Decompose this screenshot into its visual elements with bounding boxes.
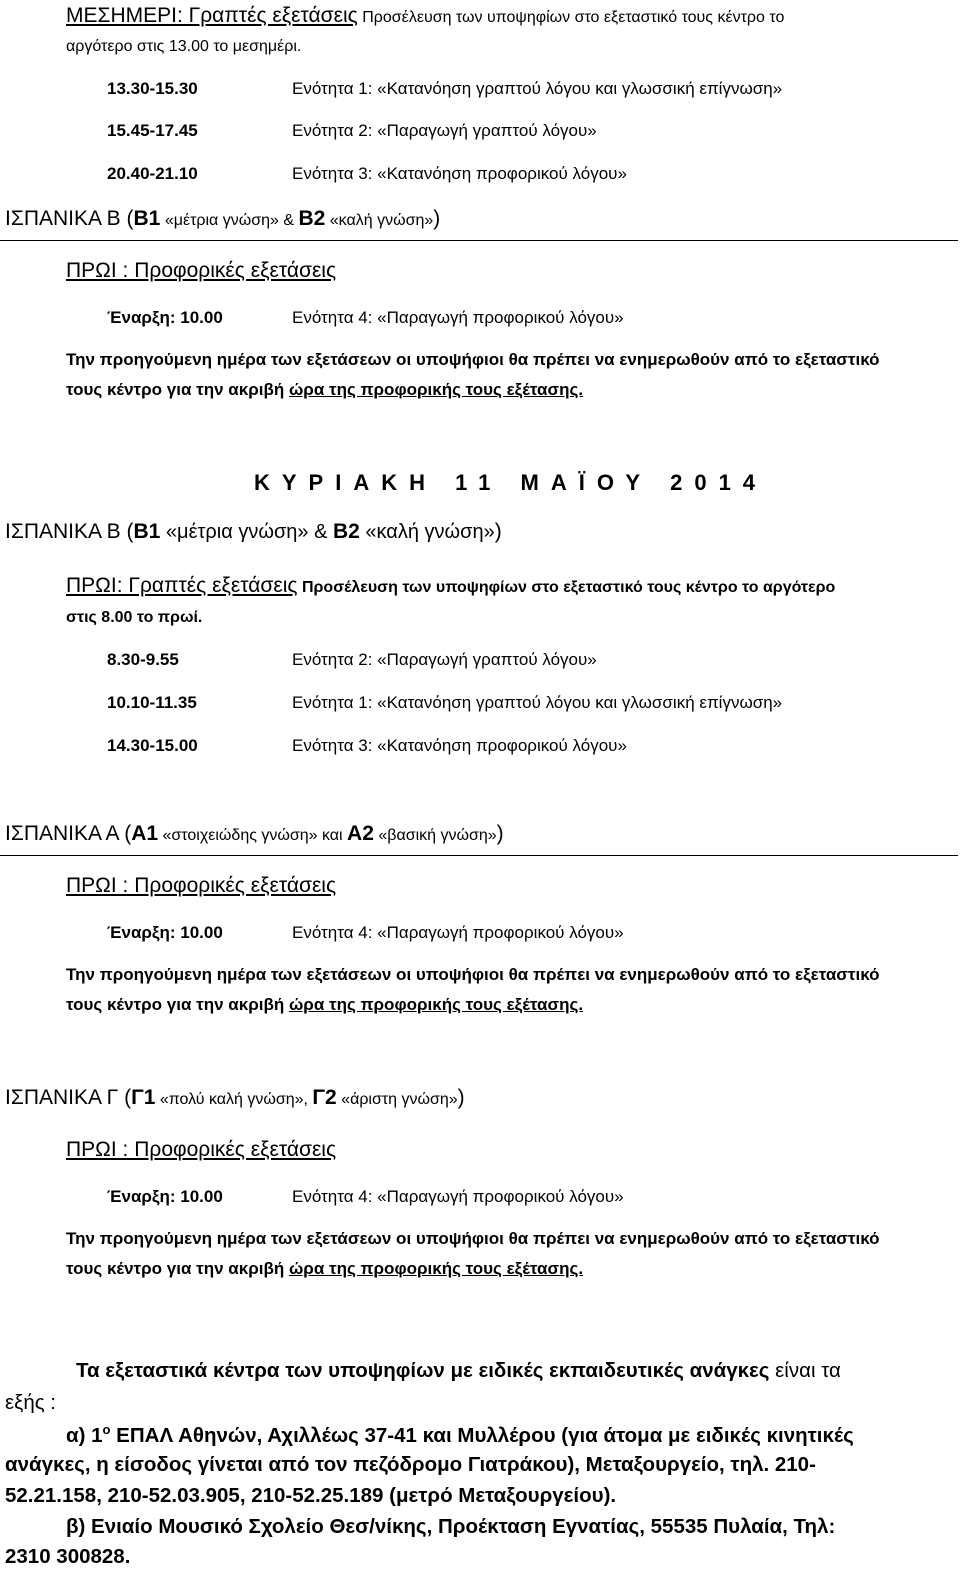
schedule-time: 13.30-15.30 xyxy=(107,79,198,98)
oral-notice-line-2: τους κέντρο για την ακριβή ώρα της προφορικής τους εξέτασης. xyxy=(66,1259,584,1278)
schedule-unit: Ενότητα 3: «Κατανόηση προφορικού λόγου» xyxy=(292,164,627,183)
arrival-text: Προσέλευση των υποψηφίων στο εξεταστικό τους κέντρο το αργότερο xyxy=(301,579,836,596)
section-divider xyxy=(0,855,958,856)
schedule-time: 15.45-17.45 xyxy=(107,121,198,140)
language-level-heading: ΙΣΠΑΝΙΚΑ Α (Α1 «στοιχειώδης γνώση» και Α2 «βασική γνώση») xyxy=(5,822,504,845)
oral-notice-line-2: τους κέντρο για την ακριβή ώρα της προφορικής τους εξέτασης. xyxy=(66,380,584,399)
written-exam-heading: ΠΡΩΙ: Γραπτές εξετάσεις xyxy=(66,574,298,597)
language-level-heading: ΙΣΠΑΝΙΚΑ Γ (Γ1 «πολύ καλή γνώση», Γ2 «άριστη γνώση») xyxy=(5,1086,465,1109)
special-needs-intro-2: εξής : xyxy=(5,1391,56,1414)
schedule-unit: Ενότητα 2: «Παραγωγή γραπτού λόγου» xyxy=(292,650,597,669)
schedule-unit: Ενότητα 1: «Κατανόηση γραπτού λόγου και γλωσσική επίγνωση» xyxy=(292,693,783,712)
centre-b-line-1: β) Ενιαίο Μουσικό Σχολείο Θεσ/νίκης, Προέκταση Εγνατίας, 55535 Πυλαία, Τηλ: xyxy=(66,1515,836,1538)
midday-arrival-text: Προσέλευση των υποψηφίων στο εξεταστικό τους κέντρο το xyxy=(362,9,785,26)
midday-written-heading: ΜΕΣΗΜΕΡΙ: Γραπτές εξετάσεις xyxy=(66,4,358,27)
oral-notice-line-1: Την προηγούμενη ημέρα των εξετάσεων οι υποψήφιοι θα πρέπει να ενημερωθούν από το εξεταστικό xyxy=(66,350,880,369)
schedule-time: 10.10-11.35 xyxy=(107,693,197,712)
schedule-unit: Ενότητα 4: «Παραγωγή προφορικού λόγου» xyxy=(292,1187,624,1206)
schedule-unit: Ενότητα 4: «Παραγωγή προφορικού λόγου» xyxy=(292,308,624,327)
midday-written-line xyxy=(66,4,784,28)
centre-b-line-2: 2310 300828. xyxy=(5,1545,131,1568)
centre-a-line-2: ανάγκες, η είσοδος γίνεται από τον πεζόδρομο Γιατράκου), Μεταξουργείο, τηλ. 210- xyxy=(5,1453,816,1476)
centre-a-line-3: 52.21.158, 210-52.03.905, 210-52.25.189 (μετρό Μεταξουργείου). xyxy=(5,1484,617,1507)
start-time: Έναρξη: 10.00 xyxy=(107,923,223,942)
written-exam-line xyxy=(66,574,835,598)
centre-a-line-1: α) $1^o$ ΕΠΑΛ Αθηνών, Αχιλλέως 37-41 και Μυλλέρου (για άτομα με ειδικές κινητικές xyxy=(66,1422,854,1447)
start-time: Έναρξη: 10.00 xyxy=(107,1187,223,1206)
oral-exam-heading: ΠΡΩΙ : Προφορικές εξετάσεις xyxy=(66,1138,337,1161)
special-needs-intro: Τα εξεταστικά κέντρα των υποψηφίων με ειδικές εκπαιδευτικές ανάγκες είναι τα xyxy=(76,1359,841,1382)
midday-arrival-text-2: αργότερο στις 13.00 το μεσημέρι. xyxy=(66,38,302,55)
schedule-time: 14.30-15.00 xyxy=(107,736,198,755)
oral-exam-heading: ΠΡΩΙ : Προφορικές εξετάσεις xyxy=(66,874,337,897)
oral-exam-heading: ΠΡΩΙ : Προφορικές εξετάσεις xyxy=(66,259,337,282)
start-time: Έναρξη: 10.00 xyxy=(107,308,223,327)
schedule-unit: Ενότητα 4: «Παραγωγή προφορικού λόγου» xyxy=(292,923,624,942)
language-level-heading: ΙΣΠΑΝΙΚΑ Β (Β1 «μέτρια γνώση» & Β2 «καλή γνώση») xyxy=(5,207,441,230)
schedule-unit: Ενότητα 3: «Κατανόηση προφορικού λόγου» xyxy=(292,736,627,755)
oral-notice-line-2: τους κέντρο για την ακριβή ώρα της προφορικής τους εξέτασης. xyxy=(66,995,584,1014)
oral-notice-line-1: Την προηγούμενη ημέρα των εξετάσεων οι υποψήφιοι θα πρέπει να ενημερωθούν από το εξεταστικό xyxy=(66,1229,880,1248)
arrival-text-2: στις 8.00 το πρωί. xyxy=(66,609,203,626)
schedule-time: 8.30-9.55 xyxy=(107,650,179,669)
exam-date-heading: ΚΥΡΙΑΚΗ 11 ΜΑΪΟΥ 2014 xyxy=(254,470,768,495)
section-divider xyxy=(0,240,958,241)
schedule-unit: Ενότητα 2: «Παραγωγή γραπτού λόγου» xyxy=(292,121,597,140)
language-level-heading: ΙΣΠΑΝΙΚΑ Β (Β1 «μέτρια γνώση» & Β2 «καλή γνώση») xyxy=(5,520,502,543)
oral-notice-line-1: Την προηγούμενη ημέρα των εξετάσεων οι υποψήφιοι θα πρέπει να ενημερωθούν από το εξεταστικό xyxy=(66,965,880,984)
schedule-time: 20.40-21.10 xyxy=(107,164,198,183)
schedule-unit: Ενότητα 1: «Κατανόηση γραπτού λόγου και γλωσσική επίγνωση» xyxy=(292,79,783,98)
